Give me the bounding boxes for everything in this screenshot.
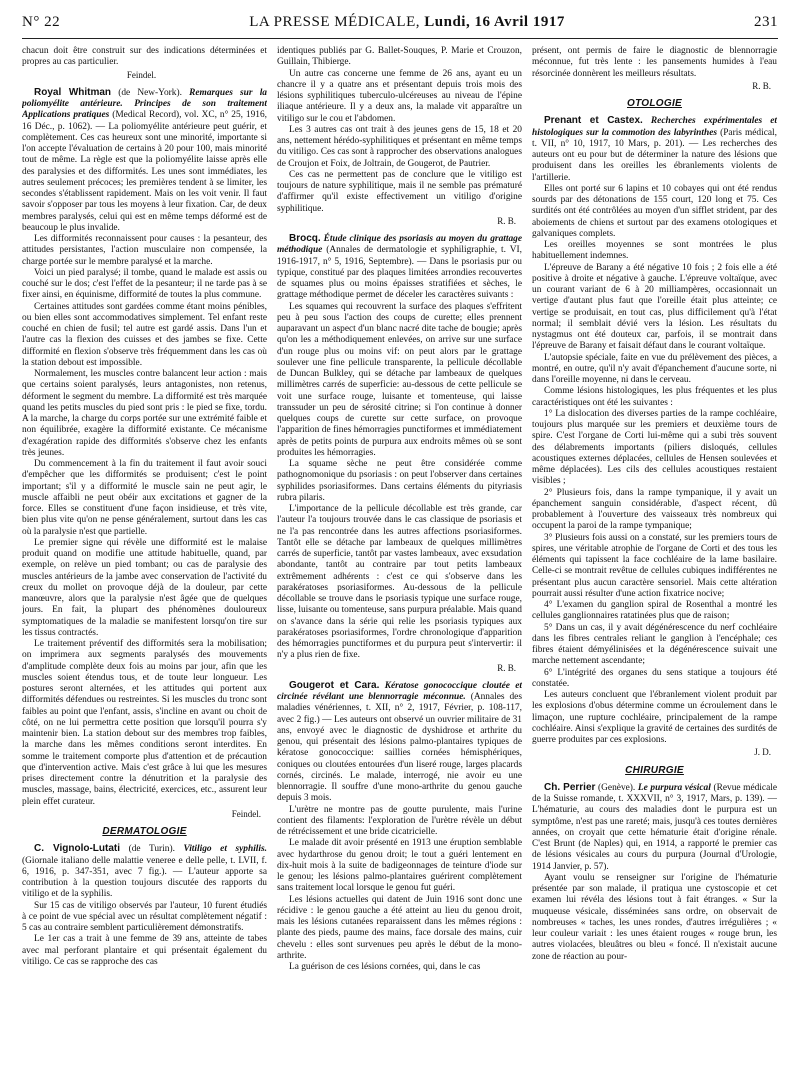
paragraph: 2° Plusieurs fois, dans la rampe tympanique, il y avait un épanchement sanguin considérable, d'aspect récent, dû probablement à l'ouverture des vaisseaux très nombreux qui occupent la paroi de la rampe tympanique;: [532, 487, 777, 532]
article-reference: (Paris médical, t. VII, n° 10, 1917, 10 Mars, p. 201). — Les recherches des auteurs ont eu pour but de déterminer la nature des lésions que produisent dans les oreilles les ébranlements violents de l'artillerie.: [532, 127, 777, 183]
paragraph: Les oreilles moyennes se sont montrées le plus habituellement indemnes.: [532, 240, 777, 262]
abstract-entry: [532, 115, 777, 184]
author-place: (de Turin).: [120, 844, 184, 855]
paragraph: Le premier signe qui révèle une difformité est le malaise produit quand on modifie une attitude habituelle, quand, par exemple, on relève un pied tombant; ou cas de paralysie des muscles antérieurs de la jambe avec conservation de l'activité du creux du mollet on provoque déjà de la douleur, par cette manœuvre, alors que la paralysie n'est âgée que de quelques jours. En fait, la plupart des phénomènes douloureux symptomatiques de la maladie se manifestent lorsqu'on tire sur les tissus contractés.: [22, 537, 267, 638]
author-place: (Genève).: [595, 782, 638, 793]
signature: J. D.: [754, 747, 771, 758]
paragraph: Ayant voulu se renseigner sur l'origine de l'hématurie présentée par son malade, il pratiqua une cystoscopie et cet examen lui révéla des lésions tout à fait étranges. « Sur la muqueuse vésicale, disséminées sans ordre, on observait de nombreuses « taches, les unes rondes, d'autres irrégulières ; « leur couleur variait : les unes étaient rouges « rouge brun, les autres violacées, bleuâtres ou bleu « foncé. Il n'existait aucune zone de réaction au pour-: [532, 872, 777, 962]
paragraph: Le malade dit avoir présenté en 1913 une éruption semblable avec hydarthrose du genou droit; le tout a guéri lentement en dix-huit mois à la suite de badigeonnages de teinture d'iode sur le genou; les lésions palmo-plantaires guérirent complètement sans traitement local lorsque le genou fut guéri.: [277, 838, 522, 894]
paragraph: Certaines attitudes sont gardées comme étant moins pénibles, ou bien elles sont accommodatives simplement. Tel enfant reste couché en chien de fusil; tel autre est gardé assis. Dans l'un et l'autre cas la flexion des cuisses et des jambes se fixe. Cette difformité en flexion s'observe très fréquemment dans les cas où la station debout est impossible.: [22, 301, 267, 368]
article-reference: (Annales de dermatologie et syphiligraphie, t. VI, 1916-1917, n° 5, 1916, Septembre). — Dans le psoriasis pur ou typique, constitué par des plaques limitées arrondies recouvertes de squames plus ou moins épaisses stratifiées et sèches, le grattage méthodique permet de déceler les caractères suivants :: [277, 245, 522, 301]
paragraph: Les squames qui recouvrent la surface des plaques s'effritent peu à peu sous l'action des coups de curette; elles prennent auparavant un aspect d'un blanc nacré dite tache de bougie; après qu'on les a méthodiquement enlevées, on arrive sur une surface d'un rouge plus ou moins vif: on peut alors par le grattage soulever une fine pellicule transparente, la pellicule décollable de Duncan Bulkley, qui se détache par lambeaux de quelques millimètres carrés de superficie: au-dessous de cette pellicule se voit une surface rouge, luisante et tomenteuse, qui laisse transsuder un peu de sérosité citrine; si l'on continue à donner quelques coups de curette sur cette surface, on provoque l'apparition de fines hémorragies punctiformes et immédiatement après de petits points de purpura aux endroits mêmes où se sont produites les hémorragies.: [277, 301, 522, 458]
paragraph: présent, ont permis de faire le diagnostic de blennorragie méconnue, fut très lente : les pansements humides à l'eau résorcinée donnèrent les meilleurs résultats.: [532, 46, 777, 79]
paragraph: Les 3 autres cas ont trait à des jeunes gens de 15, 18 et 20 ans, nettement hérédo-syphilitiques et présentant en même temps du vitiligo. Ces cas sont à rapprocher des observations analogues de Croujon et Foix, de Joltrain, de Gougerot, de Pautrier.: [277, 124, 522, 169]
signature: R. B.: [497, 215, 516, 226]
article-reference: (Revue médicale de la Suisse romande, t. XXXVII, n° 3, 1917, Mars, p. 139). — L'hématurie, au cours des maladies dont le purpura est un symptôme, n'est pas une rareté; mais, jusqu'à ces toutes dernières années, on croyait que cette hématurie était d'origine rénale. C'est Brunt (de Naples) qui, en 1914, a rapporté le premier cas de lésions vésicales au cours du purpura (Journal d'Urologie, 1914 Janvier, p. 57).: [532, 782, 777, 872]
author-place: (de New-York).: [111, 87, 190, 98]
column-1: [22, 46, 267, 1076]
author-name: Royal Whitman: [34, 86, 112, 98]
abstract-entry: [277, 233, 522, 302]
article-reference: (Annales des maladies vénériennes, t. XII, n° 2, 1917, Février, p. 108-117, avec 2 fig.) — Les auteurs ont observé un ouvrier militaire de 31 ans, envoyé avec le diagnostic de dyshidrose et arthrite du genou, qui présentait des lésions palmo-plantaires typiques de kératose gonococcique: saillies cornées hémisphériques, coniques ou cloutées entourées d'un liseré rouge, larges placards cornés, circinés. Le malade, interrogé, nie avoir eu une blennorragie. Il souffre d'une mono-arthrite du genou gauche depuis 3 mois.: [277, 692, 522, 804]
article-title: Remarques sur la poliomyélite antérieure. Principes de son traitement Applications pratiques: [22, 87, 267, 121]
paragraph: Les lésions actuelles qui datent de Juin 1916 sont donc une récidive : le genou gauche a été atteint au lieu du genou droit, mais les lésions cutanées reparaissent dans les mêmes régions : plante des pieds, paume des mains, face dorsale des mains, cuir chevelu : elles sont survenues peu après le début de la mono-arthrite.: [277, 894, 522, 961]
paragraph: 6° L'intégrité des organes du sens statique a toujours été constatée.: [532, 667, 777, 689]
paragraph: Un autre cas concerne une femme de 26 ans, ayant eu un chancre il y a quatre ans et présentant depuis trois mois des lésions syphilitiques tuberculo-ulcéreuses au niveau de l'épine iliaque antérieure. Il y a deux ans, la malade vit apparaître un vitiligo sur le cou et l'abdomen.: [277, 68, 522, 124]
paragraph: L'importance de la pellicule décollable est très grande, car l'auteur l'a toujours trouvée dans le cas classique de psoriasis et ne l'a pas rencontrée dans les autres affections psoriasiformes. Tantôt elle se détache par lambeaux de quelques millimètres carrés de superficie, tantôt par vastes lambeaux, avec exsudation abondante, tantôt au contraire par tout petits lambeaux extrêmement adhérents : c'est ce qui s'observe dans les parakératoses psoriasiformes. Au-dessous de la pellicule décollable se trouve dans le psoriasis typique une surface rouge, lisse, luisante ou tomenteuse, sans purpura préalable. Mais quand on s'avance dans la série qui relie les psoriasis typiques aux parakératoses psoriasiformes, l'ordre chronologique d'apparition des hémorragies punctiformes et du purpura peut s'intervertir: il n'y a plus rien de fixe.: [277, 504, 522, 661]
section-heading-chirurgie: CHIRURGIE: [625, 764, 684, 776]
paragraph: 4° L'examen du ganglion spiral de Rosenthal a montré les cellules ganglionnaires ratatinées plus que de raison;: [532, 600, 777, 622]
signature: R. B.: [497, 662, 516, 673]
author-name: Prenant et Castex.: [544, 115, 643, 127]
author-name: Brocq.: [289, 233, 321, 244]
paragraph: Ces cas ne permettent pas de conclure que le vitiligo est toujours de nature syphilitique, mais il ne semble pas prématuré d'affirmer qu'il existe effectivement un vitiligo d'origine syphilitique.: [277, 169, 522, 214]
column-2: [277, 46, 522, 1076]
signature: Feindel.: [231, 808, 261, 819]
text-columns: [22, 46, 778, 1076]
page-number-left: N° 22: [22, 14, 61, 30]
paragraph: Les difformités reconnaissent pour causes : la pesanteur, des attitudes persistantes, l'action musculaire non compensée, la charge portée sur le membre paralysé et la marche.: [22, 234, 267, 267]
article-reference: (Medical Record), vol. XC, n° 25, 1916, 16 Déc., p. 1062). — La poliomyélite antérieure peut guérir, et complètement. Ces cas heureux sont une minorité, importante si l'on accepte l'évaluation de certains à 20 pour 100, mais minorité tout de même. La règle est que la poliomyélite laisse après elle des paralysies et des difformités. Les unes sont immédiates, les autres seulement précoces; les premières tendent à se limiter, les secondes s'établissent rapidement. Mais on les voit venir. Il faut savoir s'opposer par tous les moyens à leur fixation. Car, de deux membres paralysés, celui qui est en même temps déformé est de beaucoup le plus invalide.: [22, 110, 267, 233]
section-heading-otologie: OTOLOGIE: [627, 98, 682, 109]
paragraph: Le traitement préventif des difformités sera la mobilisation; on imprimera aux segments paralysés des mouvements d'amplitude complète deux fois au moins par jour, afin que les muscles soient étendus tous, et de toute leur longueur. Les postures seront alternées, et les attitudes qui portent aux difformités défendues ou restreintes. Si les muscles du tronc sont faibles au point que l'enfant, assis, s'incline en avant ou choit de côté, on ne lui permettra cette position que lorsqu'il pourra s'y maintenir bien. La station debout sur des membres trop faibles, la marche dans les mêmes conditions seront interdites. En somme le traitement comporte plus d'attention et de précaution que d'intervention active. Mais c'est grâce à lui que les mesures prises directement contre la dénutrition et la paralysie des muscles, massage, bains, électricité, exercices, etc., assurent leur plein effet curateur.: [22, 639, 267, 807]
page-number-right: 231: [753, 14, 778, 30]
paragraph: chacun doit être construit sur des indications déterminées et propres au cas particulier.: [22, 46, 267, 68]
paragraph: Elles ont porté sur 6 lapins et 10 cobayes qui ont été rendus sourds par des détonations de 155 court, 120 long et 75. Ces surdités ont été contrôlées au moyen d'un sifflet strident, par des aboiements de chiens et surtout par des examens otologiques et galvaniques complets.: [532, 183, 777, 239]
article-title: Recherches expérimentales et histologiques sur la commotion des labyrinthes: [532, 116, 777, 138]
header-rule: [22, 38, 778, 39]
paragraph: Normalement, les muscles contre balancent leur action : mais que certains soient paralysés, leurs antagonistes, non retenus, déforment le segment du membre. La difformité est très marquée quand les petits muscles du pied sont pris : le pied se fixe, tordu. A la marche, la charge du corps portée sur une extrémité faible et non équilibrée, exagère la difformité existante. Ce mécanisme d'exagération rapide des difformités s'observe chez les enfants très jeunes.: [22, 369, 267, 458]
paragraph: 3° Plusieurs fois aussi on a constaté, sur les premiers tours de spires, une véritable atrophie de l'organe de Corti et des tous les éléments qui tapissent la face cochléaire de la lame basilaire. Celle-ci se montrait revêtue de cellules cubiques indifférentes ne présentant plus aucun caractère sensoriel. Mais cette altération pourrait aussi résulter d'une action fixatrice nocive;: [532, 532, 777, 599]
paragraph: La squame sèche ne peut être considérée comme pathognomonique du psoriasis : on peut l'observer dans certaines syphilides psoriasiformes. Dans certains éléments du pityriasis rubra pilaris.: [277, 459, 522, 503]
signature: R. B.: [752, 80, 771, 91]
article-title: Le purpura vésical: [637, 782, 711, 793]
abstract-entry: [22, 87, 267, 234]
article-title: Vitiligo et syphilis.: [183, 844, 267, 855]
article-title: Étude clinique des psoriasis au moyen du grattage méthodique: [277, 234, 522, 256]
article-title: Kératose gonococcique cloutée et circinée révélant une blennorragie méconnue.: [277, 680, 522, 702]
abstract-entry: [532, 782, 777, 873]
paragraph: Comme lésions histologiques, les plus fréquentes et les plus caractéristiques ont été les suivantes :: [532, 386, 777, 408]
issue-date: Lundi, 16 Avril 1917: [424, 14, 565, 30]
author-name: C. Vignolo-Lutati: [34, 843, 121, 855]
paragraph: Le 1er cas a trait à une femme de 39 ans, atteinte de tabes avec mal perforant plantaire et qui présentait également du vitiligo. Ce cas se rapproche des cas: [22, 934, 267, 967]
paragraph: L'épreuve de Barany a été négative 10 fois ; 2 fois elle a été positive à droite et négative à gauche. L'épreuve voltaïque, avec un courant variant de 6 à 20 milliampères, occasionnait un vertige d'autant plus faut que l'oreille était plus atteinte; ce vertige se produisait, en tout cas, plus difficilement qu'à l'état normal; il semblait dévié vers la lésion. Les résultats du nystagmus ont été douteux car, parfois, il se montrait dans l'épreuve de Barany et faisait défaut dans le courant voltaïque.: [532, 262, 777, 352]
section-heading-dermatologie: DERMATOLOGIE: [102, 826, 187, 837]
article-reference: (Giornale italiano delle malattie veneree e delle pelle, t. LVII, f. 6, 1916, p. 347-351, avec 7 fig.). — L'auteur apporte sa contribution à la question toujours discutée des rapports du vitiligo et de la syphilis.: [22, 855, 267, 900]
paragraph: 5° Dans un cas, il y avait dégénérescence du nerf cochléaire dans les fibres centrales reliant le ganglion à l'encéphale; ces fibres étaient démyélinisées et la dégénérescence suivait une marche nettement ascendante;: [532, 622, 777, 667]
author-name: Ch. Perrier: [544, 781, 596, 793]
paragraph: Sur 15 cas de vitiligo observés par l'auteur, 10 furent étudiés à ce point de vue spécial avec un résultat complètement négatif : 5 cas au contraire semblent particulièrement démonstratifs.: [22, 900, 267, 933]
abstract-entry: [277, 680, 522, 805]
signature: Feindel.: [126, 69, 157, 80]
abstract-entry: [22, 843, 267, 900]
paragraph: La guérison de ces lésions cornées, qui, dans le cas: [289, 962, 481, 972]
paragraph: L'autopsie spéciale, faite en vue du prélèvement des pièces, a montré, en outre, qu'il n'y avait d'épanchement d'aucune sorte, ni dans l'oreille moyenne, ni dans le cerveau.: [532, 352, 777, 385]
page-header: [22, 14, 778, 36]
paragraph: Voici un pied paralysé; il tombe, quand le malade est assis ou couché sur le dos; c'est l'effet de la pesanteur; il ne tarde pas à se fixer ainsi, en équinisme, difformité de toutes la plus commune.: [22, 267, 267, 301]
journal-title: [249, 14, 565, 31]
paragraph: Les auteurs concluent que l'ébranlement violent produit par les explosions d'obus détermine comme un écroulement dans le limaçon, une rupture cochléaire, principalement de la rampe cochléaire. Ainsi s'explique la gravité de certaines des surdités de guerre produites par ces explosions.: [532, 690, 777, 745]
paragraph: Du commencement à la fin du traitement il faut avoir souci d'empêcher que les difformités se produisent; c'est le point important; s'il y a difformité le muscle sain ne peut agir, le muscle affaibli ne peut obéir aux excitations et gagner de la force. Elles se constituent d'une façon insidieuse, et très vite, bien plus vite qu'on ne pense généralement, surtout dans les cas où la paralysie n'est que partielle.: [22, 459, 267, 537]
journal-name: LA PRESSE MÉDICALE,: [249, 14, 420, 30]
paragraph: L'urètre ne montre pas de goutte purulente, mais l'urine contient des filaments: l'exploration de l'urètre révèle un début de rétrécissement et une bride cicatricielle.: [277, 804, 522, 837]
column-3: [532, 46, 777, 1076]
author-name: Gougerot et Cara.: [289, 679, 380, 691]
paragraph: 1° La dislocation des diverses parties de la rampe cochléaire, toujours plus marquée sur les premiers et deuxième tours de spire. C'est l'organe de Corti lui-même qui a subi très souvent des délabrements importants (piliers disloqués, cellules acoustiques externes déplacées, cellules de Hensen soulevées et même déplacées). Les cils des cellules acoustiques restaient visibles ;: [532, 408, 777, 487]
paragraph: identiques publiés par G. Ballet-Souques, P. Marie et Crouzon, Guillain, Thibierge.: [277, 46, 522, 68]
